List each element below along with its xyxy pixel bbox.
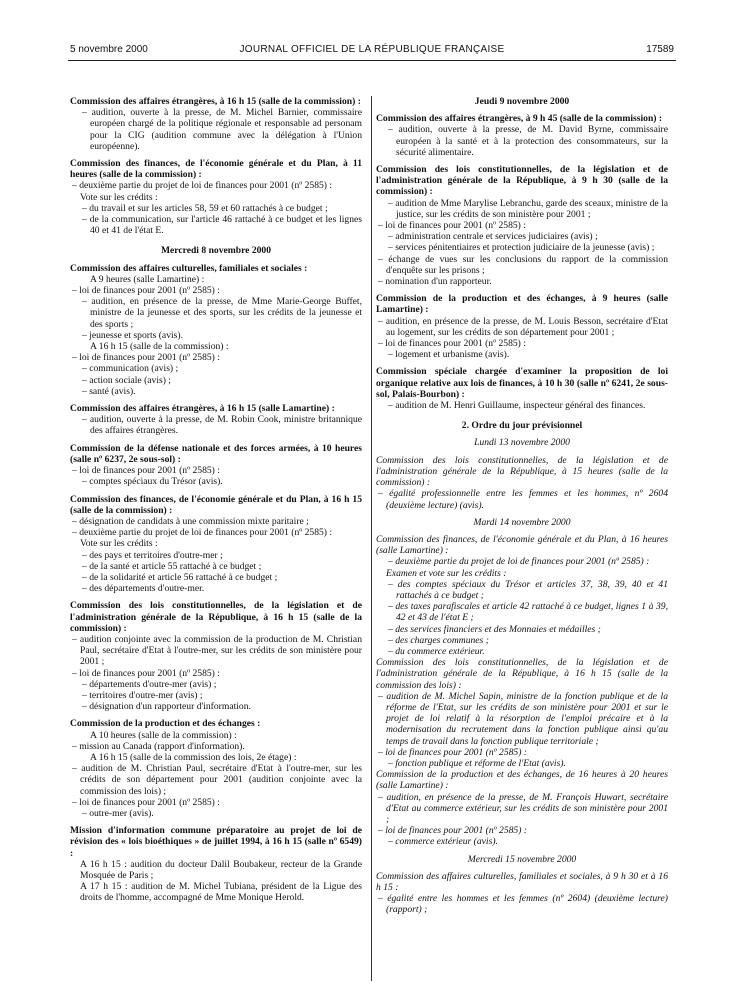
section-heading: Commission de la défense nationale et des forces armées, à 10 heures (salle nº 6237, 2e sous-sol) : bbox=[70, 442, 362, 465]
paragraph: – des départements d'outre-mer. bbox=[82, 583, 205, 595]
paragraph: – égalité entre les hommes et les femmes (nº 2604) (deuxième lecture) (rapport) ; bbox=[378, 893, 668, 916]
paragraph: – commerce extérieur (avis). bbox=[388, 836, 498, 848]
paragraph: – échange de vues sur les conclusions du rapport de la commission d'enquête sur les prisons ; bbox=[378, 253, 668, 276]
paragraph: – deuxième partie du projet de loi de finances pour 2001 (nº 2585) : bbox=[72, 527, 333, 539]
section-heading: Commission des affaires étrangères, à 9 h 45 (salle de la commission) : bbox=[376, 113, 663, 125]
paragraph: – loi de finances pour 2001 (nº 2585) : bbox=[72, 667, 220, 679]
paragraph: Lundi 13 novembre 2000 bbox=[474, 437, 570, 449]
paragraph: – des pays et territoires d'outre-mer ; bbox=[82, 549, 223, 561]
paragraph: – administration centrale et services judiciaires (avis) ; bbox=[388, 231, 598, 243]
paragraph: – comptes spéciaux du Trésor (avis). bbox=[82, 476, 223, 488]
paragraph: – loi de finances pour 2001 (nº 2585) : bbox=[72, 796, 220, 808]
paragraph: – désignation de candidats à une commission mixte paritaire ; bbox=[72, 515, 309, 527]
paragraph: – loi de finances pour 2001 (nº 2585) : bbox=[72, 352, 220, 364]
paragraph: – des charges communes ; bbox=[388, 634, 489, 646]
paragraph: Examen et vote sur les crédits : bbox=[386, 567, 507, 579]
section-heading: Commission des affaires étrangères, à 16 h 15 (salle de la commission) : bbox=[70, 96, 361, 107]
paragraph: – loi de finances pour 2001 (nº 2585) : bbox=[378, 746, 527, 758]
paragraph: – communication (avis) ; bbox=[82, 363, 179, 375]
section-heading: Commission des finances, de l'économie générale et du Plan, à 16 h 15 (salle de la commission) : bbox=[70, 493, 362, 516]
paragraph: – loi de finances pour 2001 (nº 2585) : bbox=[72, 285, 220, 297]
paragraph: – mission au Canada (rapport d'information). bbox=[72, 740, 245, 752]
paragraph: – audition de M. Christian Paul, secrétaire d'Etat à l'outre-mer, sur les crédits de son département pour 2001 (audition conjointe avec la commission des lois) ; bbox=[72, 763, 362, 797]
paragraph: – nomination d'un rapporteur. bbox=[378, 276, 492, 288]
paragraph: Mardi 14 novembre 2000 bbox=[473, 516, 571, 528]
paragraph: – deuxième partie du projet de loi de finances pour 2001 (nº 2585) : bbox=[388, 556, 650, 568]
paragraph: – loi de finances pour 2001 (nº 2585) : bbox=[378, 338, 526, 350]
paragraph: – action sociale (avis) ; bbox=[82, 374, 171, 386]
paragraph: – audition, ouverte à la presse, de M. David Byrne, commissaire européen à la santé et à la protection des consommateurs, sur la sécurité alimentaire. bbox=[388, 124, 668, 158]
paragraph: Commission des lois constitutionnelles, de la législation et de l'administration générale de la République, à 15 heures (salle de la commission) : bbox=[376, 454, 668, 489]
section-heading: Commission des affaires étrangères, à 16 h 15 (salle Lamartine) : bbox=[70, 403, 335, 415]
paragraph: – loi de finances pour 2001 (nº 2585) : bbox=[378, 220, 526, 232]
paragraph: – loi de finances pour 2001 (nº 2585) : bbox=[72, 465, 220, 477]
paragraph: – départements d'outre-mer (avis) ; bbox=[82, 678, 217, 690]
paragraph: – jeunesse et sports (avis). bbox=[82, 329, 183, 341]
paragraph: – deuxième partie du projet de loi de finances pour 2001 (nº 2585) : bbox=[72, 180, 333, 192]
paragraph: Commission de la production et des échanges, de 16 heures à 20 heures (salle Lamartine) : bbox=[376, 769, 668, 792]
paragraph: – audition de M. Henri Guillaume, inspecteur général des finances. bbox=[388, 400, 646, 412]
section-heading: Commission des lois constitutionnelles, de la législation et de l'administration générale de la République, à 9 h 30 (salle de la commission) : bbox=[376, 164, 668, 198]
paragraph: Commission des lois constitutionnelles, de la législation et de l'administration générale de la République, à 16 h 15 (salle de la commission des lois) : bbox=[376, 657, 668, 691]
paragraph: – des comptes spéciaux du Trésor et articles 37, 38, 39, 40 et 41 rattachés à ce budget ; bbox=[388, 578, 668, 601]
right-column bbox=[376, 96, 668, 916]
paragraph: Commission des affaires culturelles, familiales et sociales, à 9 h 30 et à 16 h 15 : bbox=[376, 870, 668, 893]
paragraph: – services pénitentiaires et protection judiciaire de la jeunesse (avis) ; bbox=[388, 242, 655, 254]
section-heading: Commission des lois constitutionnelles, de la législation et de l'administration générale de la République, à 16 h 15 (salle de la commission) : bbox=[70, 600, 362, 634]
paragraph: – des taxes parafiscales et article 42 rattaché à ce budget, lignes 1 à 39, 42 et 43 de l'état E ; bbox=[388, 601, 668, 624]
section-heading: Commission spéciale chargée d'examiner la proposition de loi organique relative aux lois de finances, à 10 h 30 (salle nº 6241, 2e sous-sol, Palais-Bourbon) : bbox=[376, 366, 668, 400]
paragraph: – du commerce extérieur. bbox=[388, 645, 485, 657]
paragraph: – des services financiers et des Monnaies et médailles ; bbox=[388, 623, 601, 635]
paragraph: Jeudi 9 novembre 2000 bbox=[474, 96, 570, 107]
paragraph: Mercredi 8 novembre 2000 bbox=[160, 245, 272, 257]
paragraph: – audition de Mme Marylise Lebranchu, garde des sceaux, ministre de la justice, sur les crédits de son ministère pour 2001 ; bbox=[388, 197, 668, 220]
header-page-number: 17589 bbox=[646, 44, 674, 55]
paragraph: Commission des finances, de l'économie générale et du Plan, à 16 heures (salle Lamartine) : bbox=[376, 533, 668, 557]
paragraph: – de la solidarité et article 56 rattaché à ce budget ; bbox=[82, 571, 278, 583]
paragraph: – outre-mer (avis). bbox=[82, 807, 154, 819]
paragraph: – audition de M. Michel Sapin, ministre de la fonction publique et de la réforme de l'Etat, sur les crédits de son ministère pour 2001 et sur le projet de loi relatif à la résorption de l'emploi précaire et à la modernisation du recrutement dans la fonction publique ainsi qu'au temps de travail dans la fonction publique territoriale ; bbox=[378, 690, 668, 747]
header-journal-title: JOURNAL OFFICIEL DE LA RÉPUBLIQUE FRANÇAISE bbox=[239, 44, 505, 55]
paragraph: – audition, en présence de la presse, de M. François Huwart, secrétaire d'Etat au commerce extérieur, sur les crédits de son ministère pour 2001 ; bbox=[378, 791, 668, 825]
paragraph: A 10 heures (salle de la commission) : bbox=[90, 729, 237, 741]
paragraph: A 17 h 15 : audition de M. Michel Tubiana, président de la Ligue des droits de l'homme, accompagné de Mme Monique Herold. bbox=[80, 881, 362, 904]
section-heading: Commission de la production et des échanges : bbox=[70, 718, 261, 730]
paragraph: A 9 heures (salle Lamartine) : bbox=[90, 273, 205, 285]
column-divider bbox=[371, 96, 372, 981]
paragraph: – désignation d'un rapporteur d'information. bbox=[82, 701, 251, 713]
paragraph: – égalité professionnelle entre les femmes et les hommes, nº 2604 (deuxième lecture) (avis). bbox=[378, 488, 668, 511]
paragraph: – audition, en présence de la presse, de M. Louis Besson, secrétaire d'Etat au logement, sur les crédits de son département pour 2001 ; bbox=[378, 315, 668, 338]
paragraph: 2. Ordre du jour prévisionnel bbox=[461, 420, 583, 432]
paragraph: – audition, en présence de la presse, de Mme Marie-George Buffet, ministre de la jeunesse et des sports, sur les crédits de la jeunesse et des sports ; bbox=[82, 296, 362, 330]
paragraph: – audition, ouverte à la presse, de M. Michel Barnier, commissaire européen chargé de la politique régionale et responsable ad personam pour la CIG (audition commune avec la délégation à l'Union européenne). bbox=[82, 107, 362, 152]
header-rule bbox=[68, 60, 676, 61]
paragraph: A 16 h 15 (salle de la commission) : bbox=[90, 341, 229, 353]
paragraph: – du travail et sur les articles 58, 59 et 60 rattachés à ce budget ; bbox=[82, 202, 328, 214]
section-heading: Commission de la production et des échanges, à 9 heures (salle Lamartine) : bbox=[376, 293, 668, 316]
left-column bbox=[70, 96, 362, 904]
paragraph: – audition, ouverte à la presse, de M. Robin Cook, ministre britannique des affaires étrangères. bbox=[82, 414, 362, 437]
paragraph: A 16 h 15 (salle de la commission des lois, 2e étage) : bbox=[90, 751, 297, 763]
spacer bbox=[70, 236, 362, 245]
paragraph: Mercredi 15 novembre 2000 bbox=[467, 853, 577, 865]
spacer bbox=[376, 411, 668, 420]
section-heading: Commission des finances, de l'économie générale et du Plan, à 11 heures (salle de la commission) : bbox=[70, 158, 362, 181]
paragraph: – audition conjointe avec la commission de la production de M. Christian Paul, secrétaire d'Etat à l'outre-mer, sur les crédits de son ministère pour 2001 ; bbox=[72, 633, 362, 668]
paragraph: – territoires d'outre-mer (avis) ; bbox=[82, 689, 203, 701]
paragraph: – loi de finances pour 2001 (nº 2585) : bbox=[378, 825, 527, 837]
paragraph: – logement et urbanisme (avis). bbox=[388, 349, 510, 361]
paragraph: Vote sur les crédits : bbox=[80, 538, 158, 550]
paragraph: Vote sur les crédits : bbox=[80, 191, 158, 203]
paragraph: – de la santé et article 55 rattaché à ce budget ; bbox=[82, 560, 262, 572]
header-date: 5 novembre 2000 bbox=[70, 44, 148, 55]
paragraph: A 16 h 15 : audition du docteur Dalil Boubakeur, recteur de la Grande Mosquée de Paris ; bbox=[80, 858, 362, 881]
section-heading: Mission d'information commune préparatoire au projet de loi de révision des « lois bioéthiques » de juillet 1994, à 16 h 15 (salle nº 6549) : bbox=[70, 825, 362, 859]
paragraph: – de la communication, sur l'article 46 rattaché à ce budget et les lignes 40 et 41 de l'état E. bbox=[82, 214, 362, 237]
paragraph: – santé (avis). bbox=[82, 385, 136, 397]
page-header bbox=[70, 44, 674, 58]
section-heading: Commission des affaires culturelles, familiales et sociales : bbox=[70, 262, 308, 274]
paragraph: – fonction publique et réforme de l'Etat (avis). bbox=[388, 757, 566, 769]
